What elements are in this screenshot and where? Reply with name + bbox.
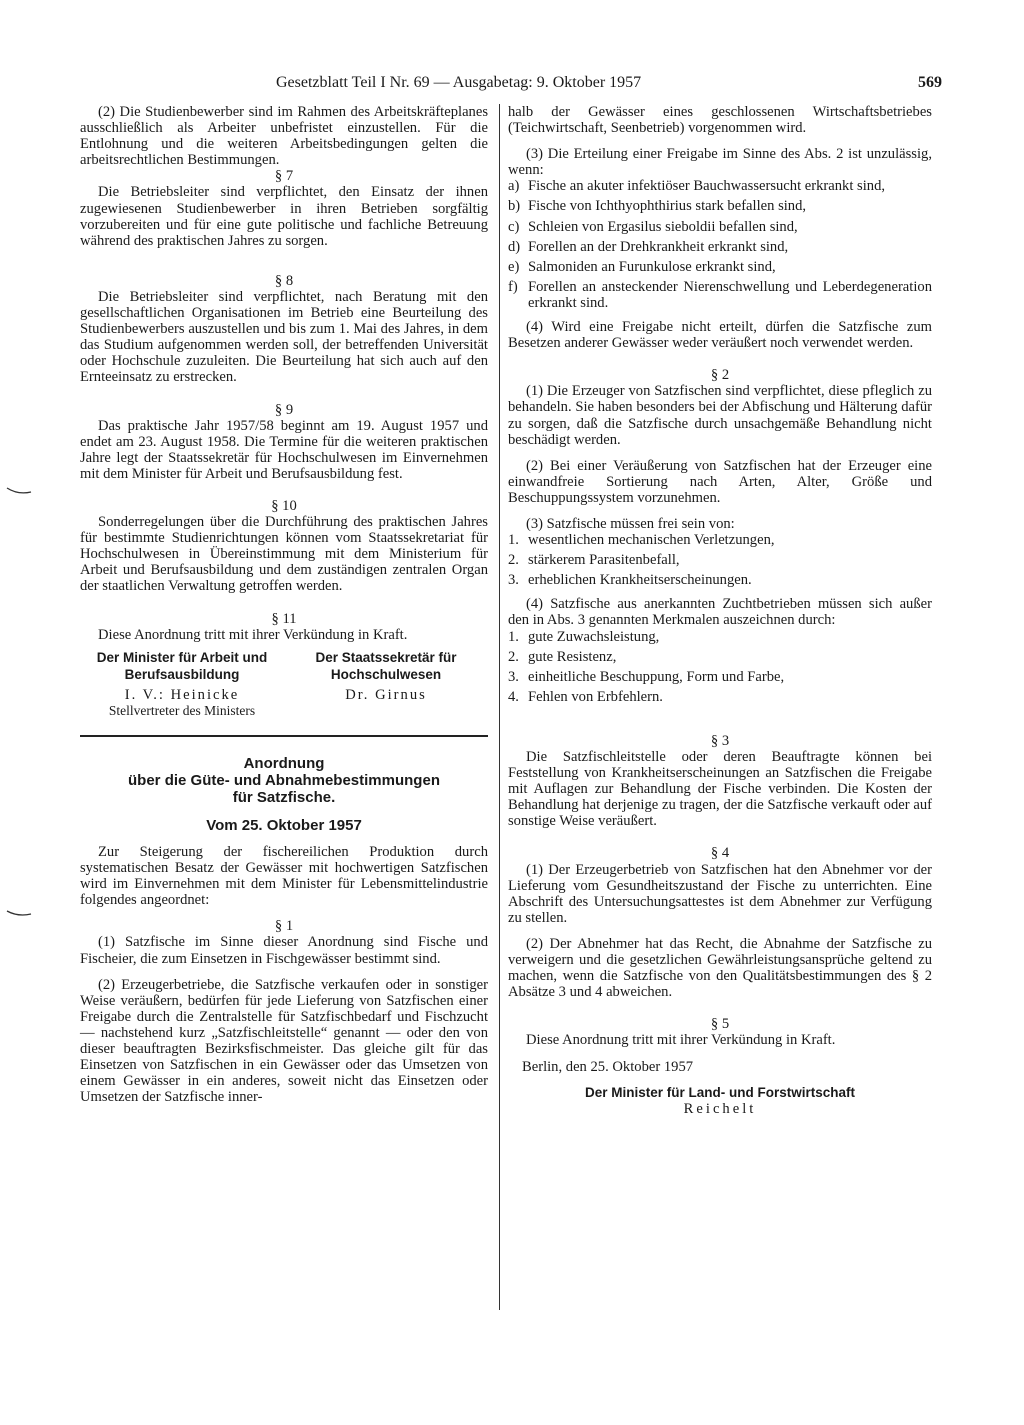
signatory-name: Dr. Girnus [345, 686, 427, 703]
list-item [508, 198, 932, 214]
paragraph: (2) Erzeugerbetriebe, die Satzfische verkaufen oder in sonstiger Weise veräußern, bedürfen für jede Lieferung von Satzfischen einer Freigabe durch die Zentralstelle für Satzfischbedarf und Fischzucht — nachstehend kurz „Satzfischleitstelle“ genannt — oder den von dieser beauftragten Bezirksfischmeister. Das gleiche gilt für das Einsetzen von Satzfischen in ein Gewässer oder das Umsetzen von einem Gewässer in ein anderes, soweit nicht das Einsetzen oder Umsetzen der Satzfische inner- [80, 976, 488, 1106]
list-item-label: 4. [508, 688, 519, 705]
paragraph: Das praktische Jahr 1957/58 beginnt am 19. August 1957 und endet am 23. August 1958. Die Termine für die weiteren praktischen Jahre legt der Staatssekretär für Hochschulwesen im Einvernehmen mit dem Minister für Arbeit und Berufsausbildung fest. [80, 417, 488, 482]
section-heading: § 4 [710, 845, 730, 862]
place-date: Berlin, den 25. Oktober 1957 [522, 1058, 694, 1075]
signatory-office: Der Minister für Arbeit und Berufsausbildung [96, 649, 268, 682]
paragraph: Sonderregelungen über die Durchführung des praktischen Jahres für bestimmte Studienrichtungen können vom Staatssekretariat für Hochschulwesen in Übereinstimmung mit dem Ministerium für Arbeit und Berufsausbildung und dem zuständigen zentralen Organ der staatlichen Verwaltung getroffen werden. [80, 514, 488, 595]
paragraph: Die Betriebsleiter sind verpflichtet, den Einsatz der ihnen zugewiesenen Studienbewerber in ihren Betrieben sorgfältig vorzubereiten und für eine gute politische und fachliche Betreuung während des praktischen Jahres zu sorgen. [80, 184, 488, 249]
paragraph: Diese Anordnung tritt mit ihrer Verkündung in Kraft. [98, 626, 408, 643]
list-item-text: Fehlen von Erbfehlern. [528, 688, 663, 705]
page-number: 569 [918, 74, 942, 91]
signatory-office: Der Staatssekretär für Hochschulwesen [315, 649, 457, 682]
list-item-text: stärkerem Parasitenbefall, [528, 552, 680, 569]
signature-right [284, 649, 488, 719]
list-item-label: c) [508, 218, 520, 235]
signature-left [80, 649, 284, 719]
list-item-text: Forellen an der Drehkrankheit erkrankt sind, [528, 238, 789, 255]
condition-list [508, 629, 932, 705]
list-item-text: Schleien von Ergasilus sieboldii befallen sind, [528, 218, 798, 235]
list-item [508, 239, 932, 255]
list-item-label: f) [508, 278, 518, 295]
paragraph: (2) Die Studienbewerber sind im Rahmen des Arbeitskräfteplanes ausschließlich als Arbeiter unbefristet einzustellen. Für die Entlohnung und die weiteren Arbeitsbedingungen gelten die arbeitsrechtlichen Bestimmungen. [80, 104, 488, 169]
paragraph: (3) Satzfische müssen frei sein von: [526, 515, 735, 532]
paragraph: halb der Gewässer eines geschlossenen Wirtschaftsbetriebes (Teichwirtschaft, Seenbetrieb) vorgenommen wird. [508, 104, 932, 137]
list-item [508, 532, 932, 548]
list-item-label: 3. [508, 668, 519, 685]
list-item-label: d) [508, 238, 521, 255]
paragraph: Die Betriebsleiter sind verpflichtet, nach Beratung mit den gesellschaftlichen Organisationen im Betrieb eine Beurteilung des Studienbewerbers auszustellen und bis zum 1. Mai des Jahres, in dem das Studium aufgenommen werden soll, der betreffenden Universität oder Hochschule zuzuleiten. Die Beurteilung hat sich auch auf den Ernteeinsatz zu erstrecken. [80, 288, 488, 386]
signatory-role: Stellvertreter des Ministers [108, 702, 256, 718]
section-heading: § 7 [274, 168, 294, 185]
paragraph: (1) Die Erzeuger von Satzfischen sind verpflichtet, diese pfleglich zu behandeln. Sie haben besonders bei der Abfischung und Hälterung dafür zu sorgen, daß die Satzfische durch unsachgemäße Behandlung nicht beschädigt werden. [508, 383, 932, 448]
list-item [508, 629, 932, 645]
list-item-label: 2. [508, 648, 519, 665]
list-item-label: 1. [508, 532, 519, 549]
list-item-text: gute Zuwachsleistung, [528, 628, 660, 645]
list-item-text: Fische an akuter infektiöser Bauchwassersucht erkrankt sind, [528, 178, 886, 195]
paragraph: (1) Der Erzeugerbetrieb von Satzfischen hat den Abnehmer vor der Lieferung vom Gesundheitszustand der Fische zu unterrichten. Eine Abschrift des Untersuchungsattestes ist dem Abnehmer zur Verfügung zu stellen. [508, 861, 932, 926]
list-item-label: a) [508, 178, 520, 195]
list-item [508, 279, 932, 311]
ordinance-title: Anordnung [243, 754, 325, 772]
list-item-label: e) [508, 258, 520, 275]
condition-list [508, 532, 932, 588]
paragraph: (3) Die Erteilung einer Freigabe im Sinne des Abs. 2 ist unzulässig, wenn: [508, 146, 932, 179]
list-item [508, 649, 932, 665]
ordinance-title: für Satzfische. [232, 788, 336, 806]
paragraph: (2) Der Abnehmer hat das Recht, die Abnahme der Satzfische zu verweigern und die gesetzlichen Gewährleistungsansprüche geltend zu machen, wenn die Satzfische von den Qualitätsbestimmungen des § 2 Absätze 3 und 4 abweichen. [508, 935, 932, 1001]
paragraph: (1) Satzfische im Sinne dieser Anordnung sind Fische und Fischeier, die zum Einsetzen in Fischgewässer bestimmt sind. [80, 934, 488, 967]
list-item [508, 178, 932, 194]
left-column [80, 104, 488, 1105]
signatory-office: Der Minister für Land- und Forstwirtschaft [584, 1084, 855, 1100]
list-item-label: 1. [508, 628, 519, 645]
list-item-label: b) [508, 198, 521, 215]
paragraph: (4) Wird eine Freigabe nicht erteilt, dürfen die Satzfische zum Besetzen anderer Gewässer weder veräußert noch verwendet werden. [508, 319, 932, 352]
paragraph: (2) Bei einer Veräußerung von Satzfischen hat der Erzeuger eine einwandfreie Sortierung nach Arten, Alter, Größe und Beschuppungssystem vorzunehmen. [508, 457, 932, 506]
section-heading: § 8 [274, 272, 294, 289]
ordinance-title: über die Güte- und Abnahmebestimmungen [128, 771, 440, 789]
margin-mark-icon [6, 908, 32, 918]
column-divider [499, 104, 500, 1310]
section-heading: § 3 [710, 732, 730, 749]
section-heading: § 2 [710, 367, 730, 384]
list-item-text: einheitliche Beschuppung, Form und Farbe, [528, 668, 785, 685]
header-title: Gesetzblatt Teil I Nr. 69 — Ausgabetag: 9. Oktober 1957 [276, 74, 642, 91]
section-heading: § 11 [271, 610, 297, 627]
list-item-text: gute Resistenz, [528, 648, 617, 665]
list-item [508, 259, 932, 275]
ordinance-date: Vom 25. Oktober 1957 [206, 816, 362, 834]
paragraph: (4) Satzfische aus anerkannten Zuchtbetrieben müssen sich außer den in Abs. 3 genannten Merkmalen auszeichnen durch: [508, 596, 932, 629]
section-heading: § 1 [274, 918, 294, 935]
list-item [508, 572, 932, 588]
signatory-name: Reichelt [683, 1100, 757, 1117]
condition-list [508, 178, 932, 311]
list-item-text: Fische von Ichthyophthirius stark befallen sind, [528, 198, 807, 215]
list-item [508, 552, 932, 568]
paragraph: Diese Anordnung tritt mit ihrer Verkündung in Kraft. [526, 1032, 836, 1049]
paragraph: Die Satzfischleitstelle oder deren Beauftragte können bei Feststellung von Krankheitserscheinungen an Satzfischen die Freigabe mit Auflagen zur Behandlung der Fische verbinden. Die Kosten der Behandlung hat derjenige zu tragen, der die Satzfische verkauft oder auf sonstige Weise veräußert. [508, 749, 932, 830]
preamble: Zur Steigerung der fischereilichen Produktion durch systematischen Besatz der Gewässer mit hochwertigen Satzfischen wird im Einvernehmen mit dem Minister für Lebensmittelindustrie folgendes angeordnet: [80, 844, 488, 909]
list-item [508, 669, 932, 685]
section-heading: § 10 [271, 497, 297, 514]
list-item-label: 3. [508, 572, 519, 589]
signatory-name: I. V.: Heinicke [124, 686, 240, 703]
signature-block [80, 649, 488, 719]
list-item-label: 2. [508, 552, 519, 569]
section-rule [80, 735, 488, 737]
margin-mark-icon [6, 486, 32, 496]
list-item-text: Forellen an ansteckender Nierenschwellung und Leberdegeneration erkrankt sind. [528, 278, 932, 311]
section-heading: § 5 [710, 1016, 730, 1033]
list-item-text: Salmoniden an Furunkulose erkrankt sind, [528, 258, 776, 275]
section-heading: § 9 [274, 401, 294, 418]
list-item-text: wesentlichen mechanischen Verletzungen, [528, 532, 775, 549]
list-item [508, 689, 932, 705]
list-item [508, 219, 932, 235]
list-item-text: erheblichen Krankheitserscheinungen. [528, 572, 752, 589]
right-column [508, 104, 932, 1117]
